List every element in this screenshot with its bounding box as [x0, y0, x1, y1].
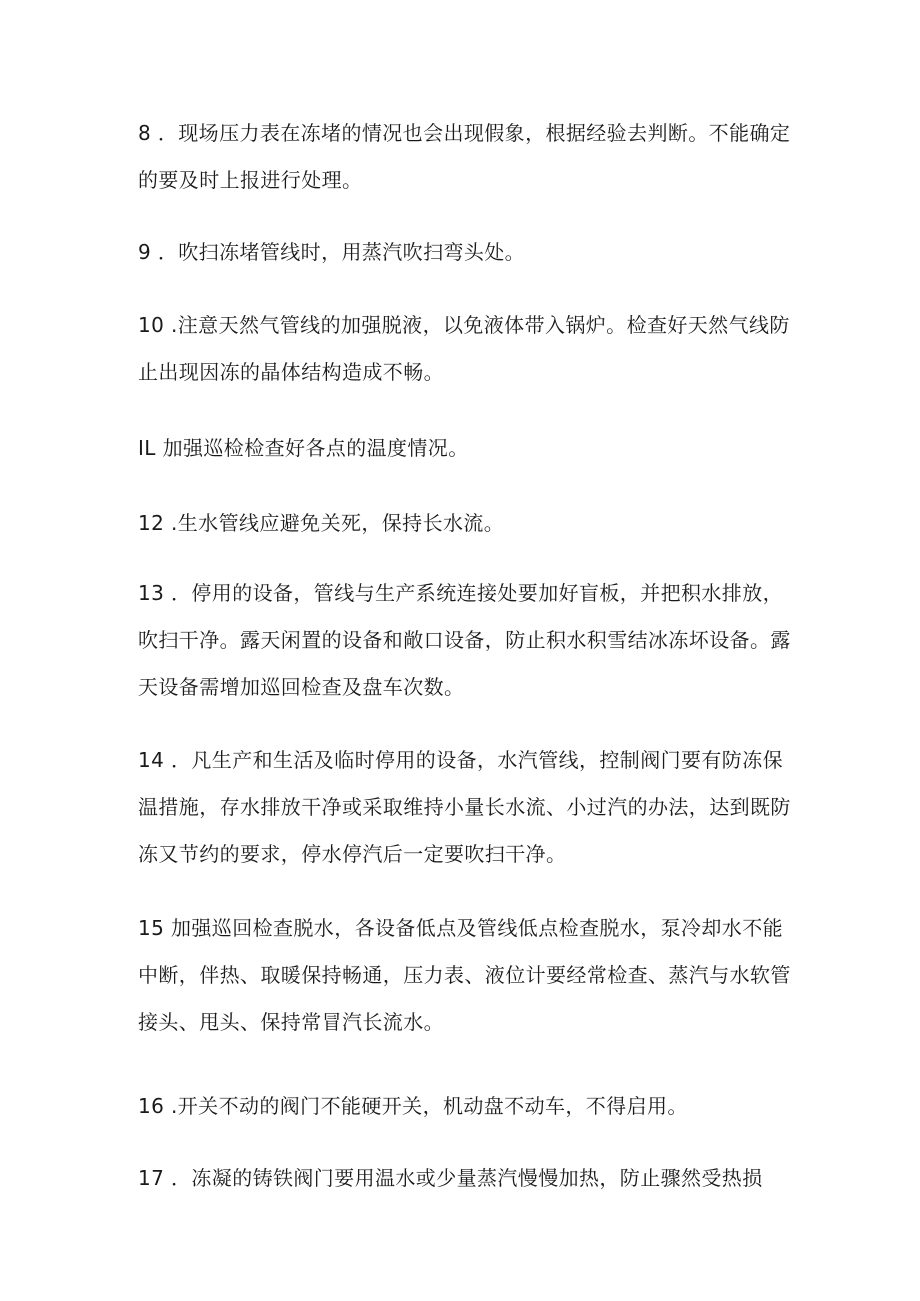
paragraph-14 — [138, 737, 791, 878]
paragraph-11 — [138, 425, 788, 472]
paragraph-line: 8 ．现场压力表在冻堵的情况也会出现假象，根据经验去判断。不能确定 — [138, 121, 791, 145]
paragraph-9 — [138, 229, 788, 276]
paragraph-15 — [138, 905, 791, 1046]
paragraph-line: 温措施，存水排放干净或采取维持小量长水流、小过汽的办法，达到既防 — [138, 795, 791, 819]
paragraph-line: 接头、甩头、保持常冒汽长流水。 — [138, 1010, 444, 1034]
paragraph-line: 15 加强巡回检查脱水，各设备低点及管线低点检查脱水，泵冷却水不能 — [138, 916, 784, 940]
paragraph-line: 9 ．吹扫冻堵管线时，用蒸汽吹扫弯头处。 — [138, 240, 526, 264]
paragraph-line: 10 .注意天然气管线的加强脱液，以免液体带入锅炉。检查好天然气线防 — [138, 313, 790, 337]
paragraph-16 — [138, 1083, 788, 1130]
paragraph-17 — [138, 1155, 788, 1202]
paragraph-line: IL 加强巡检检查好各点的温度情况。 — [138, 436, 469, 460]
paragraph-line: 13 ．停用的设备，管线与生产系统连接处要加好盲板，并把积水排放， — [138, 581, 784, 605]
paragraph-line: 天设备需增加巡回检查及盘车次数。 — [138, 675, 465, 699]
paragraph-8 — [138, 110, 791, 204]
paragraph-line: 吹扫干净。露天闲置的设备和敞口设备，防止积水积雪结冰冻坏设备。露 — [138, 628, 791, 652]
paragraph-12 — [138, 500, 788, 547]
paragraph-line: 的要及时上报进行处理。 — [138, 168, 363, 192]
paragraph-13 — [138, 570, 791, 711]
paragraph-line: 中断，伴热、取暖保持畅通，压力表、液位计要经常检查、蒸汽与水软管 — [138, 963, 791, 987]
paragraph-line: 12 .生水管线应避免关死，保持长水流。 — [138, 511, 505, 535]
paragraph-line: 冻又节约的要求，停水停汽后一定要吹扫干净。 — [138, 842, 567, 866]
paragraph-line: 止出现因冻的晶体结构造成不畅。 — [138, 360, 444, 384]
paragraph-10 — [138, 302, 788, 396]
paragraph-line: 14 ．凡生产和生活及临时停用的设备，水汽管线，控制阀门要有防冻保 — [138, 748, 784, 772]
paragraph-line: 16 .开关不动的阀门不能硬开关，机动盘不动车，不得启用。 — [138, 1094, 688, 1118]
paragraph-line: 17 ．冻凝的铸铁阀门要用温水或少量蒸汽慢慢加热，防止骤然受热损 — [138, 1166, 763, 1190]
